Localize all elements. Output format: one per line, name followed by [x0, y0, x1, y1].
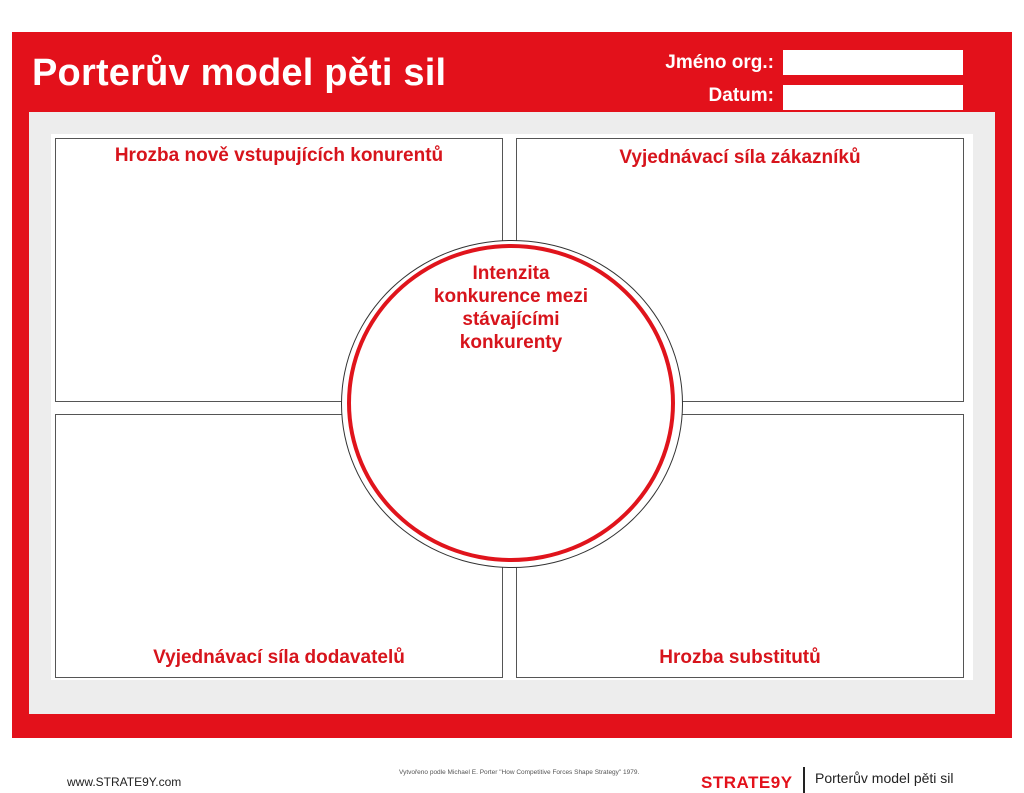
- brand-logo: STRATE9Y: [701, 773, 793, 792]
- rivalry-circle[interactable]: [347, 244, 675, 562]
- quadrant-new-entrants-label: Hrozba nově vstupujících konurentů: [114, 145, 444, 166]
- rivalry-label-line-3: stávajícími: [462, 309, 560, 330]
- date-field[interactable]: [783, 85, 963, 110]
- source-credit: Vytvořeno podle Michael E. Porter "How Competitive Forces Shape Strategy" 1979.: [399, 769, 640, 776]
- page-title: Porterův model pěti sil: [32, 52, 447, 94]
- rivalry-label: [351, 262, 671, 354]
- quadrant-supplier-power-label: Vyjednávací síla dodavatelů: [153, 647, 405, 668]
- forces-canvas: [51, 134, 973, 680]
- rivalry-label-line-1: Intenzita: [472, 263, 550, 284]
- org-name-field[interactable]: [783, 50, 963, 75]
- quadrant-substitutes-label: Hrozba substitutů: [659, 647, 821, 668]
- website-link[interactable]: www.STRATE9Y.com: [67, 775, 182, 789]
- org-name-label: Jméno org.:: [665, 52, 774, 73]
- brand-divider: [803, 767, 805, 793]
- rivalry-label-line-2: konkurence mezi: [433, 286, 589, 307]
- rivalry-label-line-4: konkurenty: [459, 332, 563, 353]
- brand-subtitle: Porterův model pěti sil: [815, 770, 954, 786]
- quadrant-buyer-power-label: Vyjednávací síla zákazníků: [619, 147, 861, 168]
- worksheet: [12, 32, 1012, 792]
- content-area: [29, 112, 995, 792]
- date-label: Datum:: [708, 85, 774, 106]
